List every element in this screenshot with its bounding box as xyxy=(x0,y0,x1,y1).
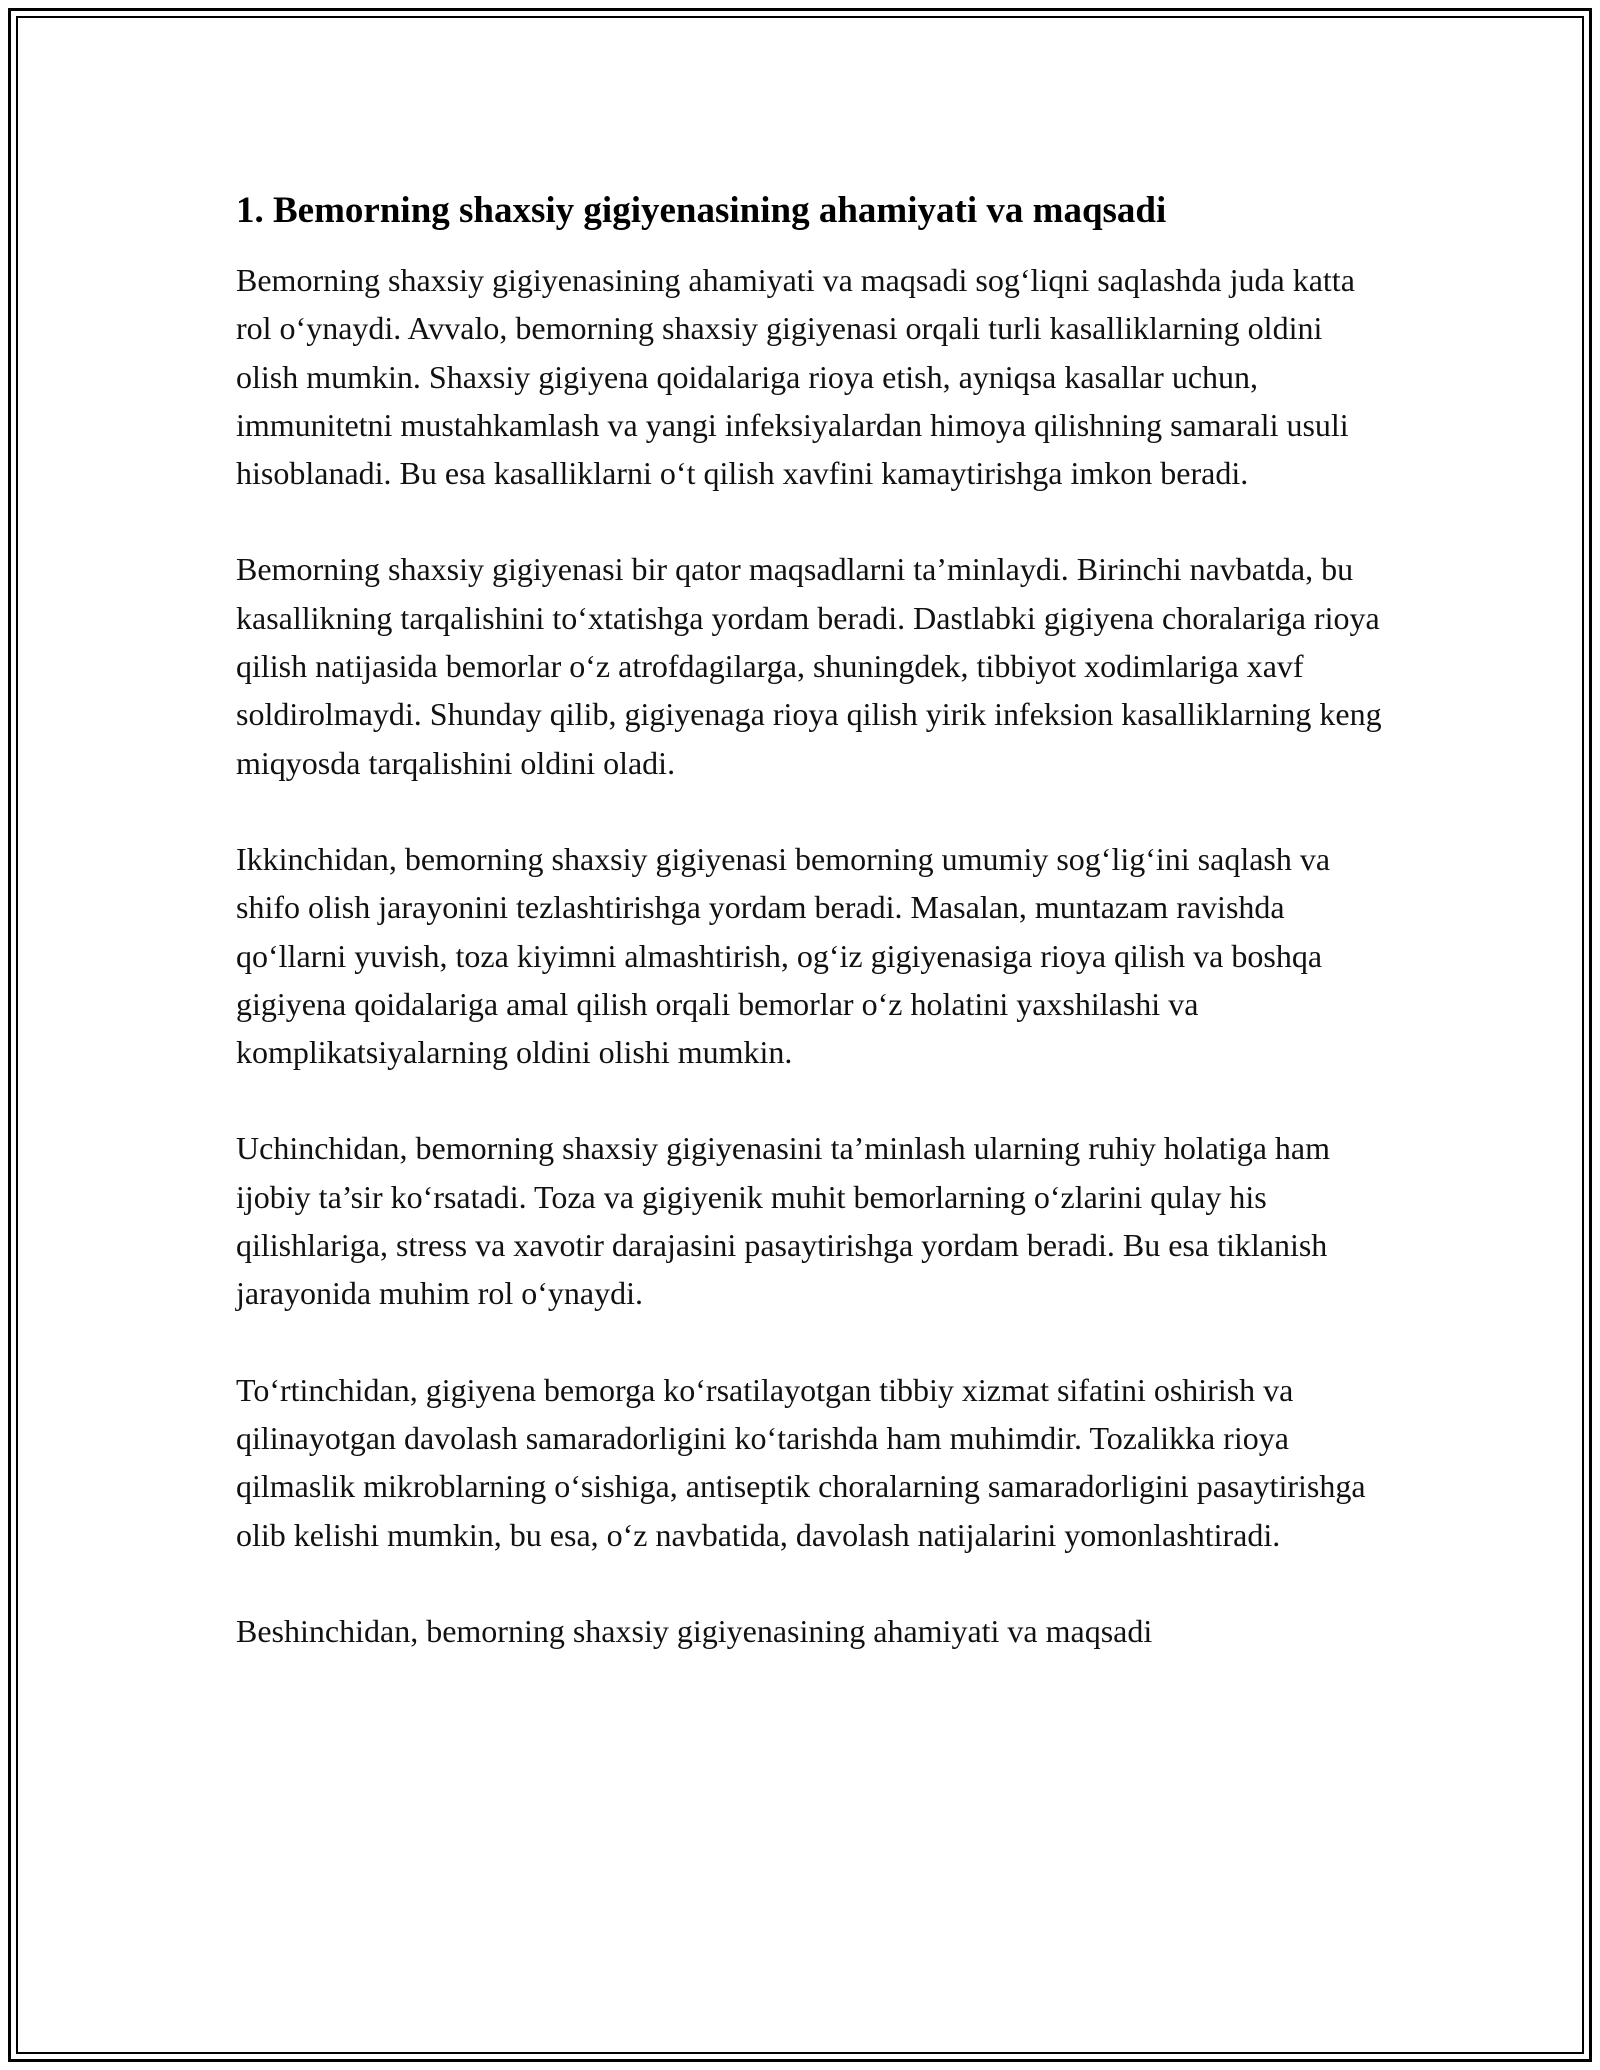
paragraph-4: Uchinchidan, bemorning shaxsiy gigiyenasini ta’minlash ularning ruhiy holatiga ham ijobiy ta’sir ko‘rsatadi. Toza va gigiyenik muhit bemorlarning o‘zlarini qulay his qilishlariga, stress va xavotir darajasini pasaytirishga yordam beradi. Bu esa tiklanish jarayonida muhim rol o‘ynaydi. xyxy=(236,1130,1330,1312)
section-heading: 1. Bemorning shaxsiy gigiyenasining ahamiyati va maqsadi xyxy=(236,190,1167,231)
paragraph-5: To‘rtinchidan, gigiyena bemorga ko‘rsatilayotgan tibbiy xizmat sifatini oshirish va qilinayotgan davolash samaradorligini ko‘tarishda ham muhimdir. Tozalikka rioya qilmaslik mikroblarning o‘sishiga, antiseptik choralarning samaradorligini pasaytirishga olib kelishi mumkin, bu esa, o‘z navbatida, davolash natijalarini yomonlashtiradi. xyxy=(236,1371,1366,1553)
document-body xyxy=(236,188,1386,1703)
paragraph-6: Beshinchidan, bemorning shaxsiy gigiyenasining ahamiyati va maqsadi xyxy=(236,1612,1153,1649)
paragraph-3: Ikkinchidan, bemorning shaxsiy gigiyenasi bemorning umumiy sog‘lig‘ini saqlash va shifo olish jarayonini tezlashtirishga yordam beradi. Masalan, muntazam ravishda qo‘llarni yuvish, toza kiyimni almashtirish, og‘iz gigiyenasiga rioya qilish va boshqa gigiyena qoidalariga amal qilish orqali bemorlar o‘z holatini yaxshilashi va komplikatsiyalarning oldini olishi mumkin. xyxy=(236,840,1331,1071)
paragraph-2: Bemorning shaxsiy gigiyenasi bir qator maqsadlarni ta’minlaydi. Birinchi navbatda, bu kasallikning tarqalishini to‘xtatishga yordam beradi. Dastlabki gigiyena choralariga rioya qilish natijasida bemorlar o‘z atrofdagilarga, shuningdek, tibbiyot xodimlariga xavf soldirolmaydi. Shunday qilib, gigiyenaga rioya qilish yirik infeksion kasalliklarning keng miqyosda tarqalishini oldini oladi. xyxy=(236,551,1382,781)
paragraph-1: Bemorning shaxsiy gigiyenasining ahamiyati va maqsadi sog‘liqni saqlashda juda katta rol o‘ynaydi. Avvalo, bemorning shaxsiy gigiyenasi orqali turli kasalliklarning oldini olish mumkin. Shaxsiy gigiyena qoidalariga rioya etish, ayniqsa kasallar uchun, immunitetni mustahkamlash va yangi infeksiyalardan himoya qilishning samarali usuli hisoblanadi. Bu esa kasalliklarni o‘t qilish xavfini kamaytirishga imkon beradi. xyxy=(236,262,1355,492)
